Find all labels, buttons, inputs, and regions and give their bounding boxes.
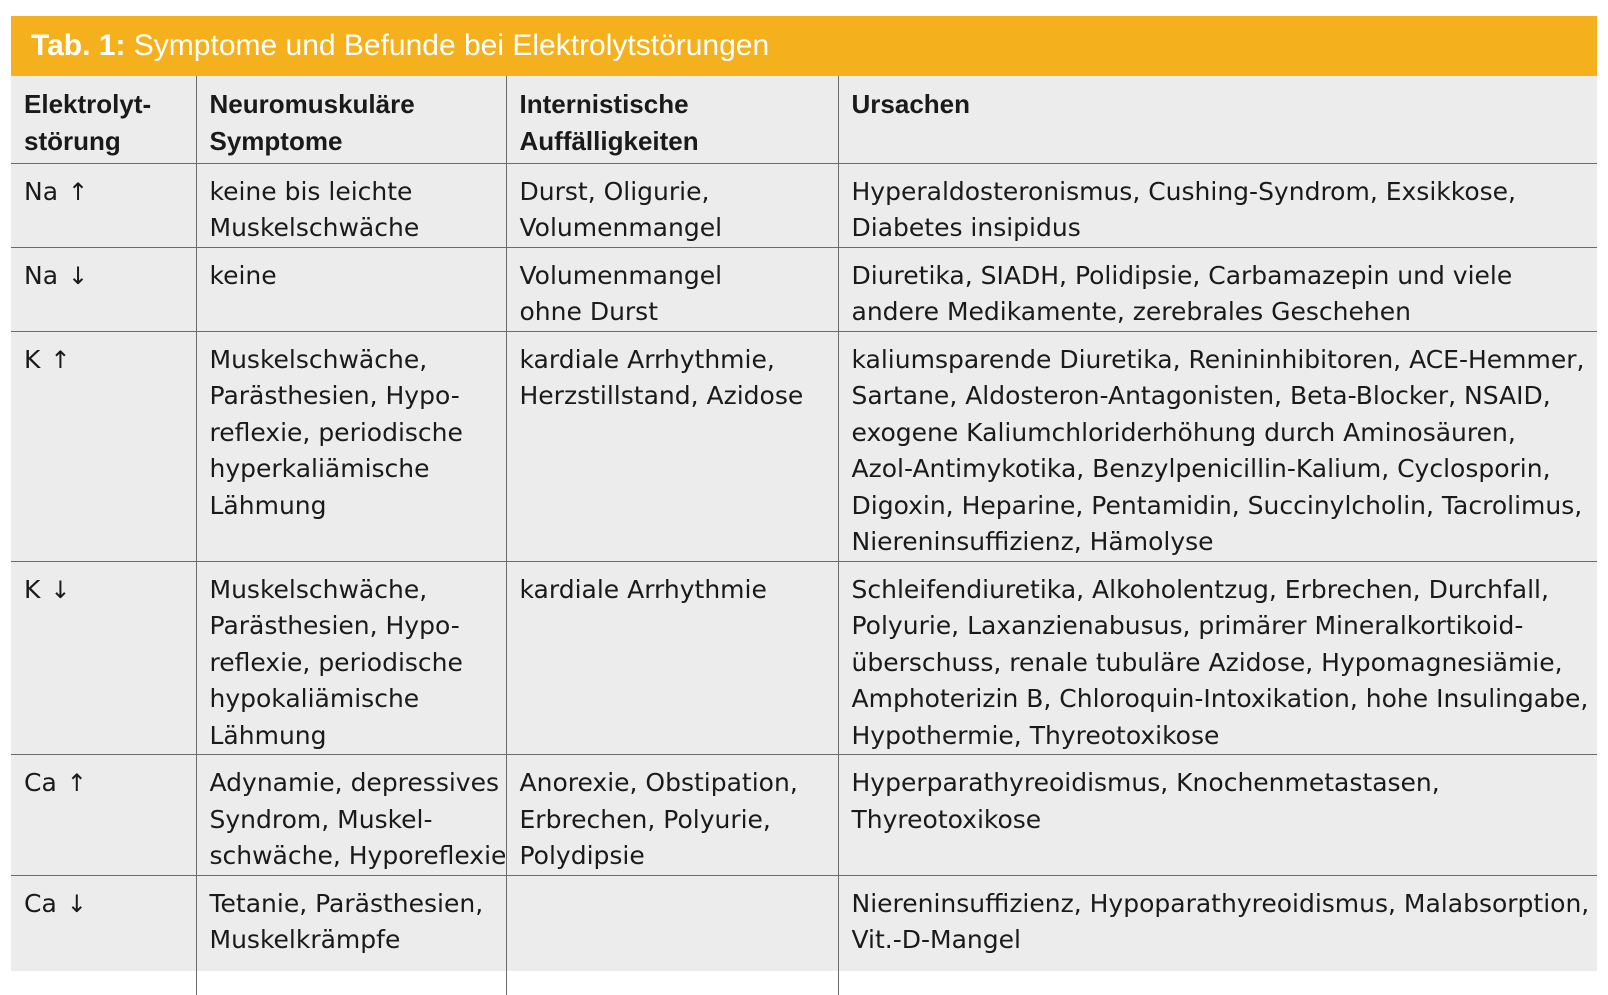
cell-intern: Volumenmangel ohne Durst xyxy=(506,247,838,331)
header-internal: Internistische Auffälligkeiten xyxy=(506,76,838,163)
cell-electrolyte: Na ↓ xyxy=(11,247,196,331)
arrow-down-icon: ↓ xyxy=(66,889,87,918)
table-row xyxy=(11,875,1597,995)
cell-causes: Diuretika, SIADH, Polidipsie, Carbamazepin und viele andere Medikamente, zerebrales Geschehen xyxy=(838,247,1597,331)
cell-electrolyte: K ↓ xyxy=(11,561,196,755)
cell-causes: Hyperaldosteronismus, Cushing-Syndrom, Exsikkose, Diabetes insipidus xyxy=(838,163,1597,247)
table-title-bar xyxy=(11,16,1597,76)
cell-causes: Schleifendiuretika, Alkoholentzug, Erbrechen, Durchfall, Polyurie, Laxanzienabusus, primärer Mineralkortikoid- überschuss, renale tubuläre Azidose, Hypomagnesiämie, Amphoterizin B, Chloroquin-Intoxikation, hohe Insulingabe, Hypothermie, Thyreotoxikose xyxy=(838,561,1597,755)
cell-intern: kardiale Arrhythmie, Herzstillstand, Azidose xyxy=(506,331,838,561)
arrow-down-icon: ↓ xyxy=(50,575,71,604)
header-electrolyte: Elektrolyt- störung xyxy=(11,76,196,163)
data-table xyxy=(11,76,1597,995)
table-row xyxy=(11,755,1597,876)
table-row xyxy=(11,247,1597,331)
cell-causes: Hyperparathyreoidismus, Knochenmetastasen, Thyreotoxikose xyxy=(838,755,1597,876)
table-row xyxy=(11,163,1597,247)
cell-intern xyxy=(506,875,838,995)
cell-electrolyte: Ca ↓ xyxy=(24,888,87,918)
arrow-up-icon: ↑ xyxy=(67,177,89,206)
cell-intern: Durst, Oligurie, Volumenmangel xyxy=(506,163,838,247)
header-row xyxy=(11,76,1597,163)
arrow-up-icon: ↑ xyxy=(66,769,87,797)
cell-electrolyte: Na ↑ xyxy=(11,163,196,247)
header-causes: Ursachen xyxy=(838,76,1597,163)
arrow-up-icon: ↑ xyxy=(50,345,71,374)
cell-neuro: Tetanie, Parästhesien, Muskelkrämpfe xyxy=(196,875,506,995)
table-row xyxy=(11,561,1597,755)
arrow-down-icon: ↓ xyxy=(67,261,89,290)
table-label: Tab. 1: xyxy=(31,29,126,62)
cell-electrolyte: Ca ↑ xyxy=(11,755,196,876)
cell-causes: kaliumsparende Diuretika, Renininhibitoren, ACE-Hemmer, Sartane, Aldosteron-Antagonisten, Beta-Blocker, NSAID, exogene Kaliumchloriderhöhung durch Aminosäuren, Azol-Antimykotika, Benzylpenicillin-Kalium, Cyclosporin, Digoxin, Heparine, Pentamidin, Succinylcholin, Tacrolimus, Niereninsuffizienz, Hämolyse xyxy=(838,331,1597,561)
cell-neuro: Muskelschwäche, Parästhesien, Hypo- reflexie, periodische hyperkaliämische Lähmung xyxy=(196,331,506,561)
cell-intern: kardiale Arrhythmie xyxy=(506,561,838,755)
cell-neuro: Muskelschwäche, Parästhesien, Hypo- reflexie, periodische hypokaliämische Lähmung xyxy=(196,561,506,755)
cell-neuro: keine xyxy=(196,247,506,331)
cell-intern: Anorexie, Obstipation, Erbrechen, Polyurie, Polydipsie xyxy=(506,755,838,876)
cell-causes: Niereninsuffizienz, Hypoparathyreoidismus, Malabsorption, Vit.-D-Mangel xyxy=(838,875,1597,995)
cell-electrolyte: K ↑ xyxy=(11,331,196,561)
cell-neuro: Adynamie, depressives Syndrom, Muskel- schwäche, Hyporeflexie xyxy=(196,755,506,876)
table-row xyxy=(11,331,1597,561)
header-neuromuscular: Neuromuskuläre Symptome xyxy=(196,76,506,163)
cell-neuro: keine bis leichte Muskelschwäche xyxy=(196,163,506,247)
table-title: Symptome und Befunde bei Elektrolytstörungen xyxy=(133,29,770,62)
electrolyte-table xyxy=(11,16,1597,971)
